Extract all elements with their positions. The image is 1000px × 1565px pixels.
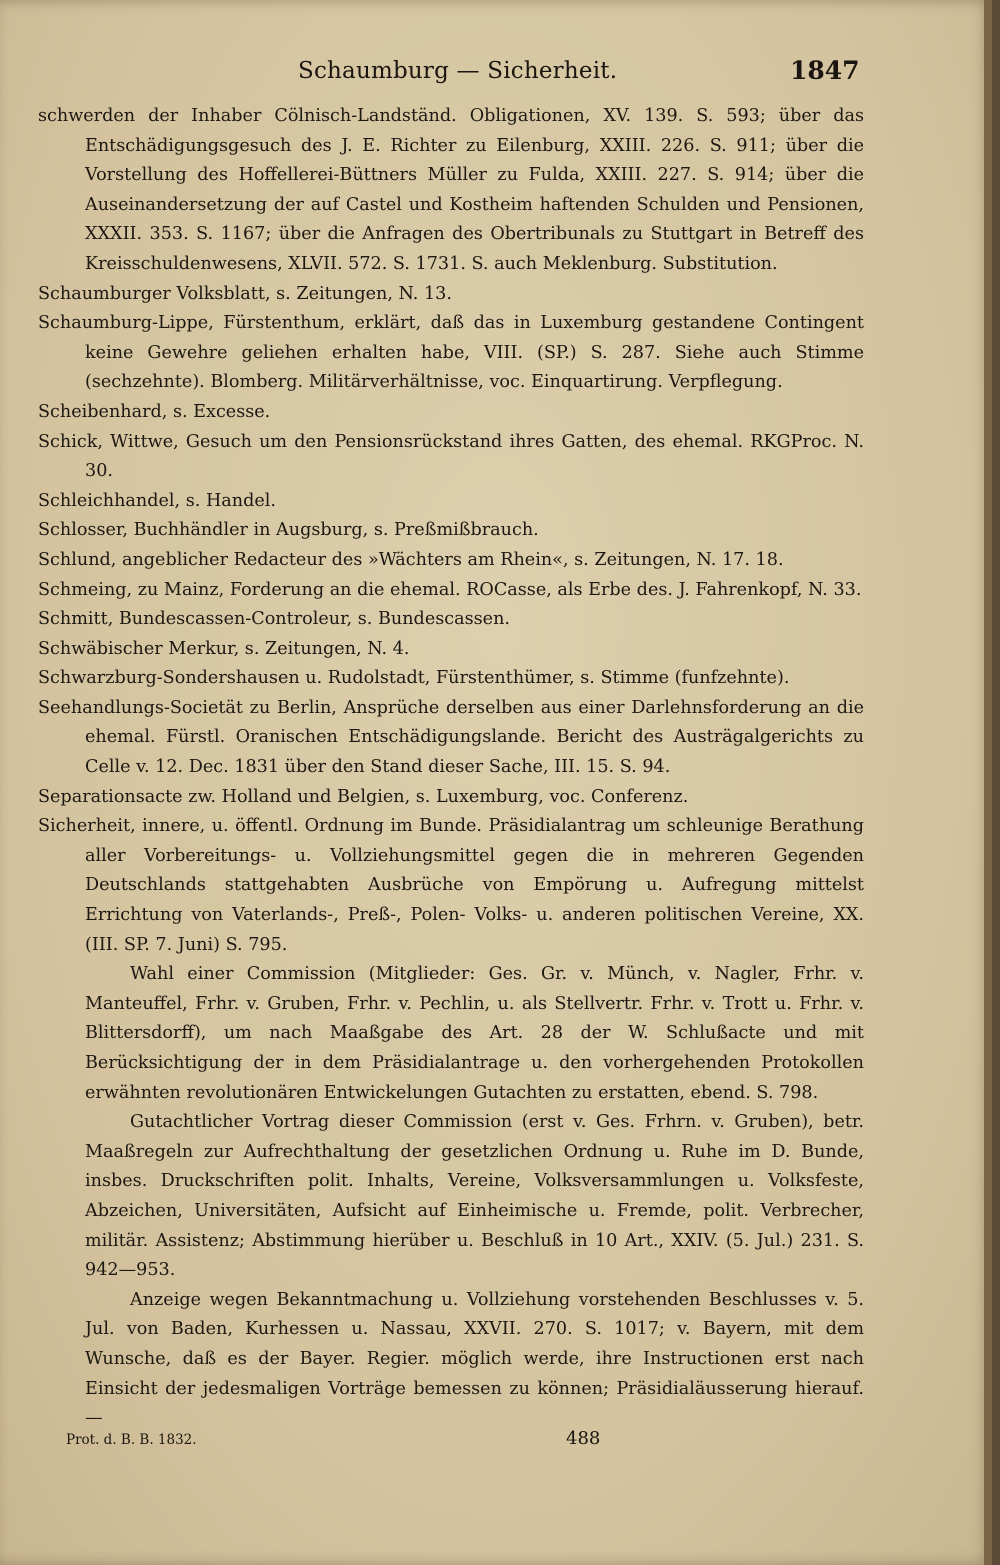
index-entry: Schlosser, Buchhändler in Augsburg, s. Preßmißbrauch. xyxy=(38,520,539,541)
index-subentry: Anzeige wegen Bekanntmachung u. Vollziehung vorstehenden Beschlusses v. 5. Jul. von Baden, Kurhessen u. Nassau, XXVII. 270. S. 1017; v. Bayern, mit dem Wunsche, daß es der Bayer. Regier. möglich werde, ihre Instructionen erst nach Einsicht der jedesmaligen Vorträge bemessen zu können; Präsidialäusserung hierauf. — xyxy=(85,1289,864,1429)
running-title: Schaumburg — Sicherheit. xyxy=(298,58,618,84)
index-entry: Scheibenhard, s. Excesse. xyxy=(38,401,271,422)
index-subentry: Gutachtlicher Vortrag dieser Commission (erst v. Ges. Frhrn. v. Gruben), betr. Maaßregeln zur Aufrechthaltung der gesetzlichen Ordnung u. Ruhe im D. Bunde, insbes. Druckschriften polit. Inhalts, Vereine, Volksversammlungen u. Volksfeste, Abzeichen, Universitäten, Aufsicht auf Einheimische u. Fremde, polit. Verbrecher, militär. Assistenz; Abstimmung hierüber u. Beschluß in 10 Art., XXIV. (5. Jul.) 231. S. 942—953. xyxy=(85,1112,864,1281)
index-entry: Schwäbischer Merkur, s. Zeitungen, N. 4. xyxy=(38,638,410,659)
index-entry: Seehandlungs-Societät zu Berlin, Ansprüche derselben aus einer Darlehnsforderung an die ehemal. Fürstl. Oranischen Entschädigungslande. Bericht des Austrägalgerichts zu Celle v. 12. Dec. 1831 über den Stand dieser Sache, III. 15. S. 94. xyxy=(38,697,864,778)
index-entry: Schaumburger Volksblatt, s. Zeitungen, N. 13. xyxy=(38,283,452,304)
index-entry: Schleichhandel, s. Handel. xyxy=(38,490,276,511)
index-entry: Schmeing, zu Mainz, Forderung an die ehemal. ROCasse, als Erbe des. J. Fahrenkopf, N. 33. xyxy=(38,579,862,600)
index-entry: Schick, Wittwe, Gesuch um den Pensionsrückstand ihres Gatten, des ehemal. RKGProc. N. 30. xyxy=(38,431,864,482)
index-entry: Schmitt, Bundescassen-Controleur, s. Bundescassen. xyxy=(38,609,510,630)
index-entry: Schlund, angeblicher Redacteur des »Wächters am Rhein«, s. Zeitungen, N. 17. 18. xyxy=(38,549,784,570)
index-entry: schwerden der Inhaber Cölnisch-Landständ. Obligationen, XV. 139. S. 593; über das Entschädigungsgesuch des J. E. Richter zu Eilenburg, XXIII. 226. S. 911; über die Vorstellung des Hoffellerei-Büttners Müller zu Fulda, XXIII. 227. S. 914; über die Auseinandersetzung der auf Castel und Kostheim haftenden Schulden und Pensionen, XXXII. 353. S. 1167; über die Anfragen des Obertribunals zu Stuttgart in Betreff des Kreisschuldenwesens, XLVII. 572. S. 1731. S. auch Meklenburg. Substitution. xyxy=(38,106,864,274)
page-header xyxy=(0,58,1000,98)
index-entry: Sicherheit, innere, u. öffentl. Ordnung im Bunde. Präsidialantrag um schleunige Berathung aller Vorbereitungs- u. Vollziehungsmittel gegen die in mehreren Gegenden Deutschlands stattgehabten Ausbrüche von Empörung u. Aufregung mittelst Errichtung von Vaterlands-, Preß-, Polen- Volks- u. anderen politischen Vereine, XX. (III. SP. 7. Juni) S. 795. xyxy=(38,816,864,955)
index-subentry: Wahl einer Commission (Mitglieder: Ges. Gr. v. Münch, v. Nagler, Frhr. v. Manteuffel, Frhr. v. Gruben, Frhr. v. Pechlin, u. als Stellvertr. Frhr. v. Trott u. Frhr. v. Blittersdorff), um nach Maaßgabe des Art. 28 der W. Schlußacte und mit Berücksichtigung der in dem Präsidialantrage u. den vorhergehenden Protokollen erwähnten revolutionären Entwickelungen Gutachten zu erstatten, ebend. S. 798. xyxy=(85,964,864,1103)
page-number: 1847 xyxy=(790,56,860,85)
index-entry: Schaumburg-Lippe, Fürstenthum, erklärt, daß das in Luxemburg gestandene Contingent keine Gewehre geliehen erhalten habe, VIII. (SP.) S. 287. Siehe auch Stimme (sechzehnte). Blomberg. Militärverhältnisse, voc. Einquartirung. Verpflegung. xyxy=(38,313,864,393)
printer-signature: Prot. d. B. B. 1832. xyxy=(66,1432,197,1448)
index-body xyxy=(38,102,864,1434)
sheet-number: 488 xyxy=(566,1428,601,1449)
index-entry: Schwarzburg-Sondershausen u. Rudolstadt, Fürstenthümer, s. Stimme (funfzehnte). xyxy=(38,668,790,689)
index-entry: Separationsacte zw. Holland und Belgien, s. Luxemburg, voc. Conferenz. xyxy=(38,786,689,807)
page-edge xyxy=(984,0,992,1565)
page-footer xyxy=(0,1424,1000,1464)
